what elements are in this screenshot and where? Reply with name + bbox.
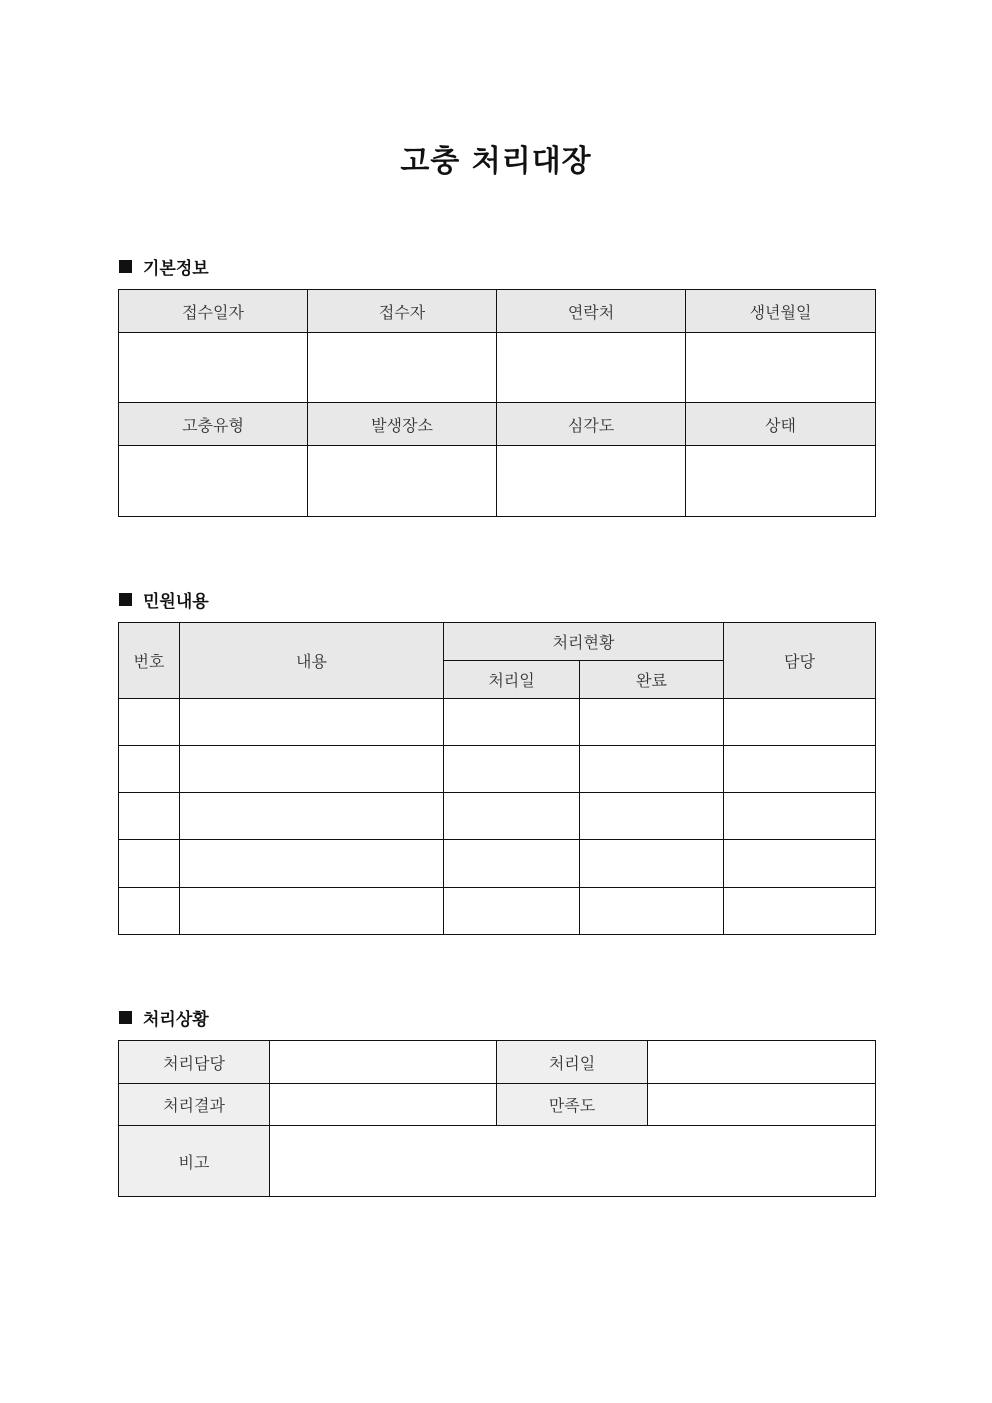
table-row <box>119 699 876 746</box>
header-birthdate: 생년월일 <box>686 290 876 333</box>
section-heading-label: 민원내용 <box>143 592 209 612</box>
section-heading-basic <box>119 254 209 279</box>
cell-no[interactable] <box>119 793 180 840</box>
cell-manager[interactable] <box>724 746 876 793</box>
cell-no[interactable] <box>119 699 180 746</box>
cell-completed[interactable] <box>580 840 724 888</box>
square-bullet-icon <box>119 1011 132 1024</box>
cell-content[interactable] <box>180 699 444 746</box>
document-title: 고충 처리대장 <box>400 144 592 179</box>
cell-manager[interactable] <box>724 840 876 888</box>
cell-manager[interactable] <box>724 793 876 840</box>
header-contact: 연락처 <box>497 290 686 333</box>
complaint-table <box>118 622 876 935</box>
section-heading-processing <box>119 1005 209 1030</box>
cell-receiver[interactable] <box>308 333 497 403</box>
cell-no[interactable] <box>119 746 180 793</box>
cell-process-date[interactable] <box>444 699 580 746</box>
cell-content[interactable] <box>180 840 444 888</box>
header-status-group: 처리현황 <box>444 623 724 661</box>
header-manager: 담당 <box>724 623 876 699</box>
cell-complaint-type[interactable] <box>119 446 308 517</box>
value-remarks[interactable] <box>270 1126 876 1197</box>
square-bullet-icon <box>119 260 132 273</box>
header-content: 내용 <box>180 623 444 699</box>
cell-manager[interactable] <box>724 888 876 935</box>
cell-completed[interactable] <box>580 793 724 840</box>
cell-birthdate[interactable] <box>686 333 876 403</box>
cell-process-date[interactable] <box>444 793 580 840</box>
section-heading-label: 기본정보 <box>143 259 209 279</box>
header-receiver: 접수자 <box>308 290 497 333</box>
basic-info-table <box>118 289 876 517</box>
header-no: 번호 <box>119 623 180 699</box>
cell-status[interactable] <box>686 446 876 517</box>
cell-received-date[interactable] <box>119 333 308 403</box>
header-status: 상태 <box>686 403 876 446</box>
cell-process-date[interactable] <box>444 840 580 888</box>
processing-table <box>118 1040 876 1197</box>
cell-process-date[interactable] <box>444 888 580 935</box>
value-process-manager[interactable] <box>270 1041 497 1084</box>
cell-no[interactable] <box>119 888 180 935</box>
value-satisfaction[interactable] <box>648 1084 876 1126</box>
cell-manager[interactable] <box>724 699 876 746</box>
cell-content[interactable] <box>180 746 444 793</box>
label-process-manager: 처리담당 <box>119 1041 270 1084</box>
cell-content[interactable] <box>180 888 444 935</box>
section-heading-complaint <box>119 587 209 612</box>
label-remarks: 비고 <box>119 1126 270 1197</box>
header-severity: 심각도 <box>497 403 686 446</box>
header-received-date: 접수일자 <box>119 290 308 333</box>
header-completed: 완료 <box>580 661 724 699</box>
label-process-result: 처리결과 <box>119 1084 270 1126</box>
table-row <box>119 793 876 840</box>
label-process-date: 처리일 <box>497 1041 648 1084</box>
header-location: 발생장소 <box>308 403 497 446</box>
header-complaint-type: 고충유형 <box>119 403 308 446</box>
header-process-date: 처리일 <box>444 661 580 699</box>
table-row <box>119 840 876 888</box>
cell-completed[interactable] <box>580 888 724 935</box>
cell-severity[interactable] <box>497 446 686 517</box>
section-heading-label: 처리상황 <box>143 1010 209 1030</box>
cell-completed[interactable] <box>580 746 724 793</box>
label-satisfaction: 만족도 <box>497 1084 648 1126</box>
cell-contact[interactable] <box>497 333 686 403</box>
value-process-date[interactable] <box>648 1041 876 1084</box>
cell-completed[interactable] <box>580 699 724 746</box>
value-process-result[interactable] <box>270 1084 497 1126</box>
square-bullet-icon <box>119 593 132 606</box>
cell-location[interactable] <box>308 446 497 517</box>
cell-content[interactable] <box>180 793 444 840</box>
cell-process-date[interactable] <box>444 746 580 793</box>
table-row <box>119 746 876 793</box>
table-row <box>119 888 876 935</box>
cell-no[interactable] <box>119 840 180 888</box>
